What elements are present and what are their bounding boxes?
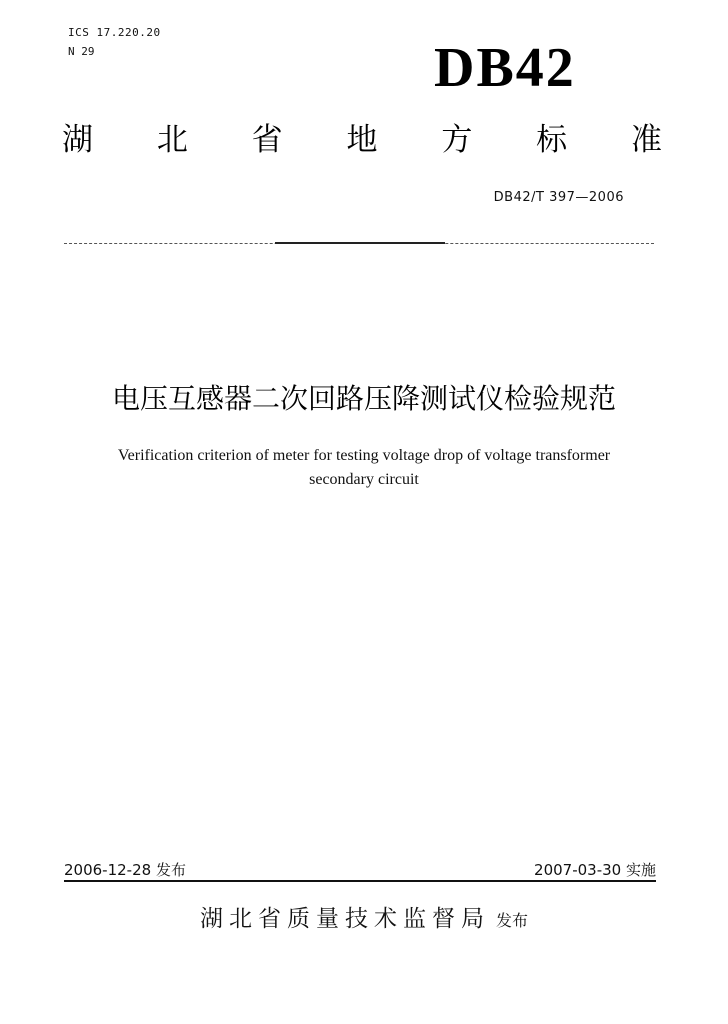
title-english-line-2: secondary circuit (309, 471, 419, 488)
title-chinese: 电压互感器二次回路压降测试仪检验规范 (111, 382, 616, 415)
standard-type (62, 120, 662, 160)
title-english (60, 444, 668, 492)
issuer-suffix: 发布 (495, 911, 528, 930)
standard-type-char: 方 (441, 122, 473, 158)
standard-number: DB42/T 397—2006 (493, 190, 624, 205)
standard-type-char: 地 (346, 122, 378, 158)
standard-type-char: 准 (630, 122, 662, 158)
footer-divider (64, 880, 656, 882)
implementation-date: 2007-03-30 实施 (534, 861, 656, 879)
ccs-code: N 29 (68, 45, 95, 58)
header-divider-accent (275, 242, 445, 244)
issuer-name: 湖北省质量技术监督局 (199, 906, 490, 932)
issuer (0, 903, 728, 937)
standard-type-char: 湖 (62, 122, 93, 158)
standard-type-char: 省 (251, 122, 283, 158)
ics-code: ICS 17.220.20 (68, 26, 161, 39)
standard-type-char: 标 (536, 122, 568, 158)
issue-date: 2006-12-28 发布 (64, 861, 186, 879)
db-mark: DB42 (434, 37, 576, 99)
standard-type-char: 北 (156, 122, 188, 158)
title-english-line-1: Verification criterion of meter for testing voltage drop of voltage transformer (117, 447, 611, 464)
